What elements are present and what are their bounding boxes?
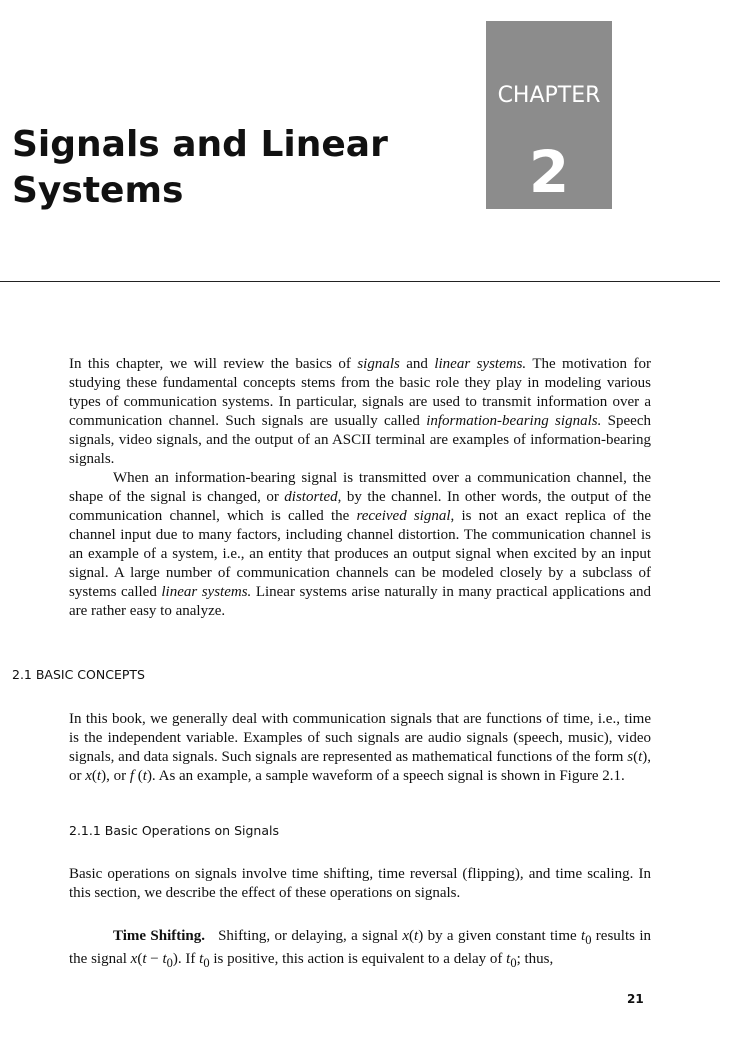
subsection-heading: 2.1.1 Basic Operations on Signals (69, 823, 279, 838)
intro-paragraph-1: In this chapter, we will review the basics of signals and linear systems. The motivation for studying these fundamental concepts stems from the basic role they play in modeling various types of communication systems. In particular, signals are used to transmit information over a communication channel. Such signals are usually called information-bearing signals. Speech signals, video signals, and the output of an ASCII terminal are examples of information-bearing signals. (69, 356, 651, 467)
section-heading: 2.1 BASIC CONCEPTS (12, 667, 145, 682)
chapter-title (12, 122, 388, 214)
section-paragraph-1: In this book, we generally deal with communication signals that are functions of time, i.e., time is the independent variable. Examples of such signals are audio signals (speech, music), video signals, and data signals. Such signals are represented as mathematical functions of the form s(t), or x(t), or f (t). As an example, a sample waveform of a speech signal is shown in Figure 2.1. (69, 711, 651, 784)
subsection-paragraph-1: Basic operations on signals involve time shifting, time reversal (flipping), and time scaling. In this section, we describe the effect of these operations on signals. (69, 866, 651, 901)
time-shifting-run-in-heading: Time Shifting. (113, 928, 206, 944)
title-divider (0, 281, 720, 282)
chapter-label: CHAPTER (497, 83, 601, 108)
chapter-badge (486, 21, 612, 209)
chapter-title-line-1: Signals and Linear (12, 124, 388, 165)
intro-paragraph-2: When an information-bearing signal is transmitted over a communication channel, the shape of the signal is changed, or distorted, by the channel. In other words, the output of the communication channel, which is called the received signal, is not an exact replica of the channel input due to many factors, including channel distortion. The communication channel is an example of a system, i.e., an entity that produces an output signal when excited by an input signal. A large number of communication channels can be modeled closely by a subclass of systems called linear systems. Linear systems arise naturally in many practical applications and are rather easy to analyze. (69, 470, 651, 619)
page-number: 21 (627, 992, 644, 1006)
chapter-title-line-2: Systems (12, 170, 184, 211)
chapter-number: 2 (528, 138, 570, 206)
time-shifting-paragraph: Time Shifting. Shifting, or delaying, a signal x(t) by a given constant time $t_0$ results in the signal $x(t - t_0)$. If $t_0$ is positive, this action is equivalent to a delay of $t_0$; thus, (69, 928, 651, 970)
